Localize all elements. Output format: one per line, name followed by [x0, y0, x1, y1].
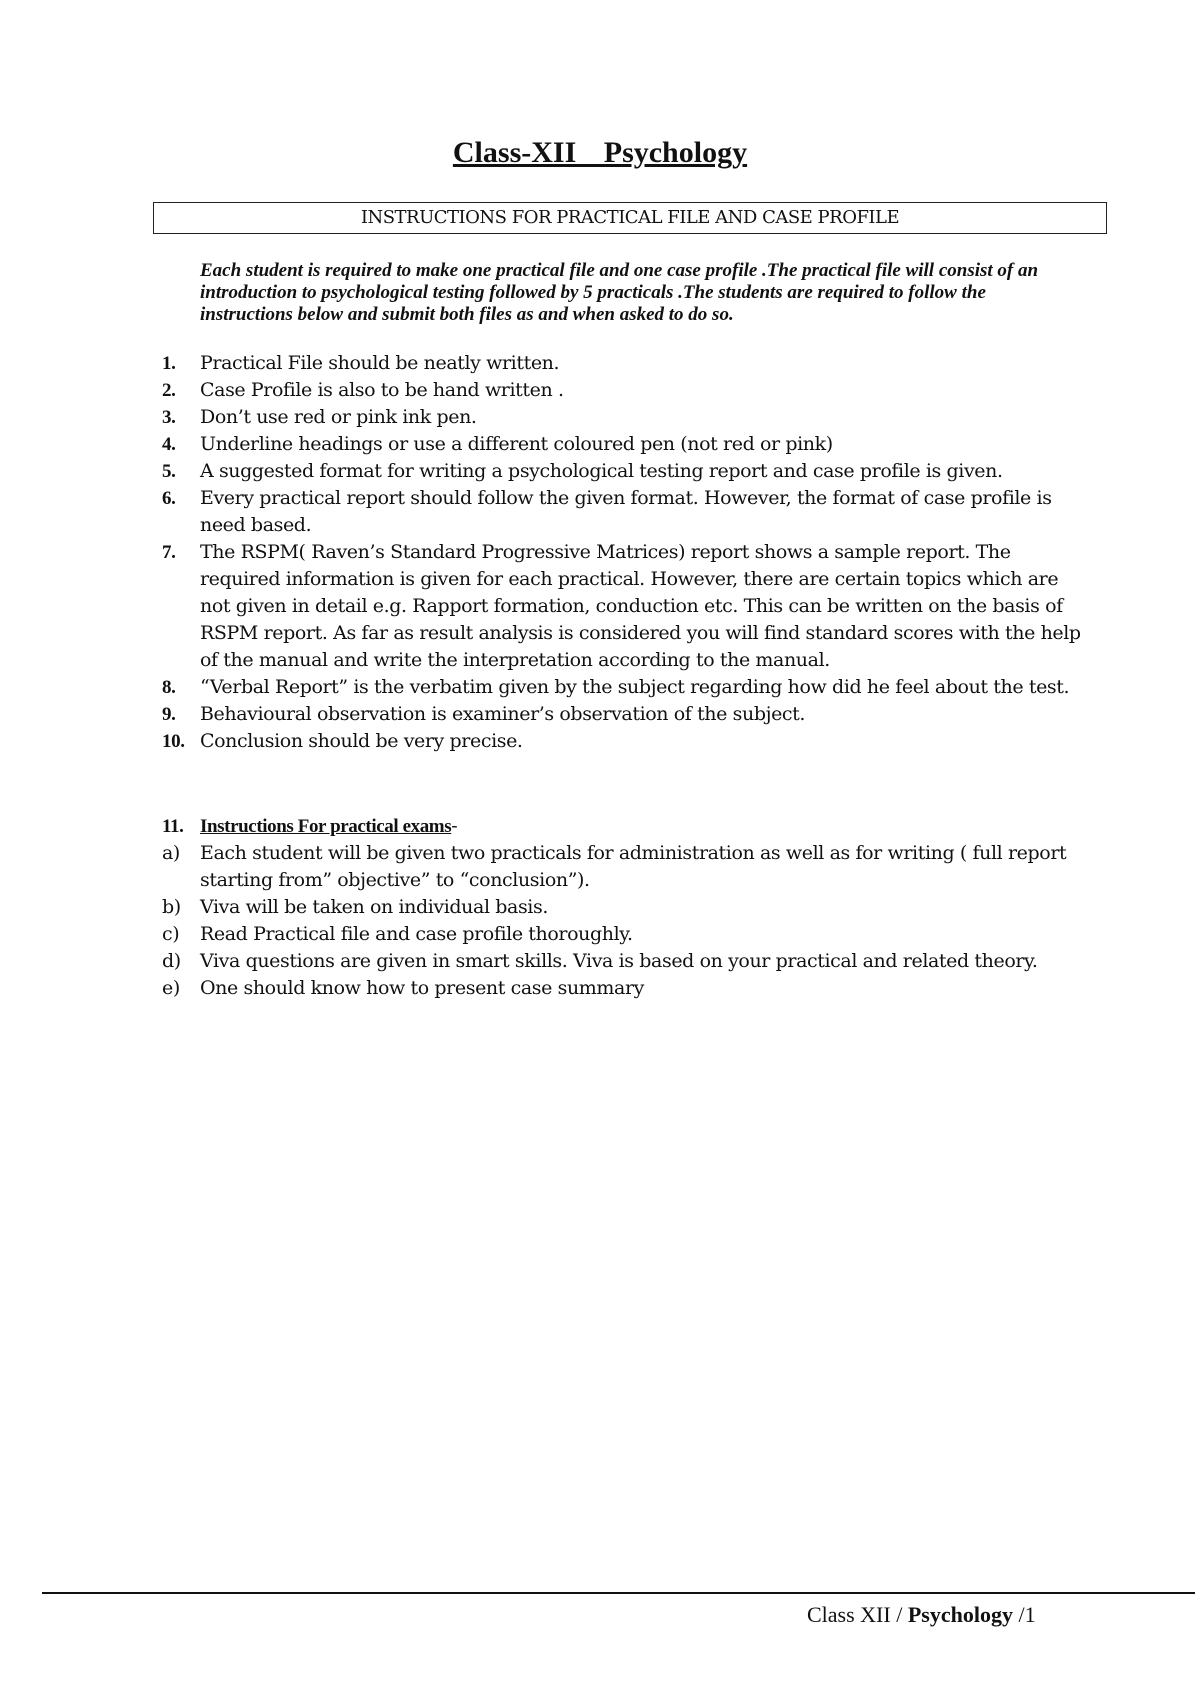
footer-page-number: /1 — [1012, 1602, 1036, 1627]
item-text: Don’t use red or pink ink pen. — [200, 406, 477, 428]
item-text: Underline headings or use a different coloured pen (not red or pink) — [200, 433, 833, 455]
item-number: 9. — [162, 704, 176, 725]
item-number: 2. — [162, 380, 176, 401]
item-text: A suggested format for writing a psychological testing report and case profile is given. — [200, 460, 1003, 482]
item-text: Behavioural observation is examiner’s observation of the subject. — [200, 703, 806, 725]
item-number: 8. — [162, 677, 176, 698]
item-text: The RSPM( Raven’s Standard Progressive Matrices) report shows a sample report. The required information is given for each practical. However, there are certain topics which are not given in detail e.g. Rapport formation, conduction etc. This can be written on the basis of RSPM report. As far as result analysis is considered you will find standard scores with the help of the manual and write the interpretation according to the manual. — [200, 541, 1081, 671]
footer-subject: Psychology — [907, 1602, 1013, 1627]
page-footer — [807, 1602, 1036, 1628]
list-item — [162, 728, 1082, 755]
list-item — [162, 539, 1082, 674]
list-item — [162, 674, 1082, 701]
list-item — [162, 485, 1082, 539]
list-item — [162, 350, 1082, 377]
item-letter: c) — [162, 923, 180, 945]
list-item — [162, 458, 1082, 485]
intro-paragraph: Each student is required to make one practical file and one case profile .The practical file will consist of an introduction to psychological testing followed by 5 practicals .The students are required to follow the instructions below and submit both files as and when asked to do so. — [200, 260, 1039, 325]
section-heading-row — [162, 813, 1082, 840]
item-letter: d) — [162, 950, 181, 972]
item-text: Read Practical file and case profile thoroughly. — [200, 923, 633, 945]
section-heading-suffix: - — [451, 815, 458, 837]
footer-class: Class XII / — [807, 1602, 908, 1627]
item-number: 7. — [162, 542, 176, 563]
list-item — [162, 948, 1082, 975]
section-heading: Instructions For practical exams — [200, 816, 452, 837]
item-text: Each student will be given two practicals for administration as well as for writing ( full report starting from” objective” to “conclusion”). — [200, 842, 1067, 891]
item-text: Case Profile is also to be hand written . — [200, 379, 564, 401]
item-number: 3. — [162, 407, 176, 428]
item-text: Every practical report should follow the given format. However, the format of case profile is need based. — [200, 487, 1052, 536]
item-number: 4. — [162, 434, 176, 455]
list-item — [162, 701, 1082, 728]
list-item — [162, 431, 1082, 458]
list-item — [162, 975, 1082, 1002]
item-text: Conclusion should be very precise. — [200, 730, 523, 752]
item-number: 5. — [162, 461, 176, 482]
list-item — [162, 404, 1082, 431]
item-letter: e) — [162, 977, 180, 999]
list-item — [162, 921, 1082, 948]
item-number: 1. — [162, 353, 176, 374]
list-item — [162, 840, 1082, 894]
item-text: Viva questions are given in smart skills. Viva is based on your practical and related theory. — [200, 950, 1038, 972]
practical-exam-instructions — [162, 813, 1082, 1002]
item-text: “Verbal Report” is the verbatim given by the subject regarding how did he feel about the test. — [200, 676, 1070, 698]
item-number: 10. — [162, 731, 185, 752]
item-text: Practical File should be neatly written. — [200, 352, 560, 374]
item-text: One should know how to present case summary — [200, 977, 644, 999]
numbered-instructions-list — [162, 350, 1082, 755]
item-text: Viva will be taken on individual basis. — [200, 896, 548, 918]
item-letter: b) — [162, 896, 181, 918]
list-item — [162, 894, 1082, 921]
page-title: Class-XII Psychology — [452, 136, 748, 169]
footer-divider — [42, 1592, 1195, 1594]
item-letter: a) — [162, 842, 180, 864]
section-number: 11. — [162, 816, 184, 837]
list-item — [162, 377, 1082, 404]
instructions-heading-box: INSTRUCTIONS FOR PRACTICAL FILE AND CASE PROFILE — [153, 202, 1107, 234]
item-number: 6. — [162, 488, 176, 509]
